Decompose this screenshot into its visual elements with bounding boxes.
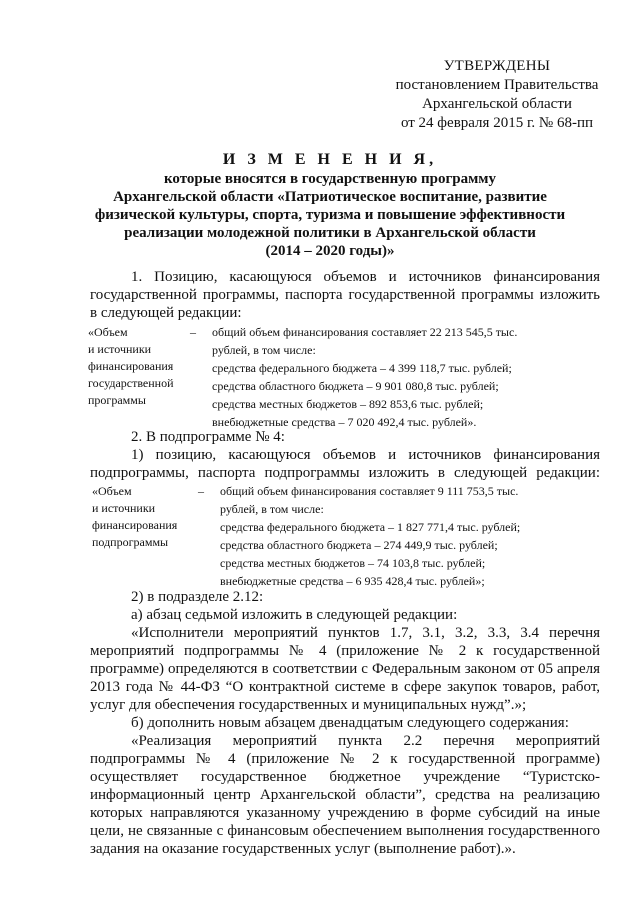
value-line: рублей, в том числе: (220, 502, 324, 516)
value-line: общий объем финансирования составляет 22 213 545,5 тыс. (212, 325, 518, 339)
paragraph-line: подпрограммы, паспорта подпрограммы изложить в следующей редакции: (90, 465, 600, 481)
quote-line: «Исполнители мероприятий пунктов 1.7, 3.1, 3.2, 3.3, 3.4 перечня (131, 625, 600, 641)
value-line: средства областного бюджета – 274 449,9 тыс. рублей; (220, 538, 498, 552)
value-line: внебюджетные средства – 6 935 428,4 тыс. рублей»; (220, 574, 485, 588)
section-1-paragraph (90, 268, 600, 322)
title-line: физической культуры, спорта, туризма и повышение эффективности (94, 207, 566, 223)
financing-table-subprogram (92, 483, 612, 593)
approval-line: Архангельской области (422, 96, 572, 112)
value-line: общий объем финансирования составляет 9 111 753,5 тыс. (220, 484, 519, 498)
table-dash: – (198, 484, 204, 498)
title-main: И З М Е Н Е Н И Я, (222, 151, 438, 168)
quote-line: подпрограммы № 4 (приложение № 2 к государственной программе) (90, 751, 600, 767)
paragraph-line: 2. В подпрограмме № 4: (131, 429, 285, 445)
section-2-paragraph (90, 428, 600, 482)
label-line: «Объем (88, 325, 128, 339)
label-line: и источники (88, 342, 152, 356)
financing-table-program (88, 324, 608, 434)
financing-label (88, 324, 174, 409)
quote-line: «Реализация мероприятий пункта 2.2 перечня мероприятий (131, 733, 600, 749)
approval-line: от 24 февраля 2015 г. № 68-пп (400, 115, 594, 131)
quote-line: цели, не связанные с финансовым обеспечением выполнения государственного (90, 823, 600, 839)
label-line: «Объем (92, 484, 132, 498)
value-line: средства федерального бюджета – 1 827 771,4 тыс. рублей; (220, 520, 521, 534)
label-line: государственной (88, 376, 174, 390)
quote-line: которых направляются указанному учреждению в форме субсидий на иные (90, 805, 600, 821)
section-3-paragraph (90, 588, 600, 858)
financing-values (212, 324, 517, 432)
approval-line: постановлением Правительства (395, 77, 599, 93)
paragraph-line: б) дополнить новым абзацем двенадцатым следующего содержания: (131, 715, 569, 731)
quote-line: информационный центр Архангельской области”, средства на реализацию (90, 787, 600, 803)
paragraph-line: государственной программы, паспорта государственной программы изложить (90, 287, 600, 303)
quote-line: 2013 года № 44-ФЗ “О контрактной системе в сфере закупок товаров, работ, (90, 679, 600, 695)
value-line: рублей, в том числе: (212, 343, 316, 357)
value-line: внебюджетные средства – 7 020 492,4 тыс. рублей». (212, 415, 477, 429)
value-line: средства местных бюджетов – 892 853,6 тыс. рублей; (212, 397, 484, 411)
value-line: средства федерального бюджета – 4 399 118,7 тыс. рублей; (212, 361, 512, 375)
label-line: подпрограммы (92, 535, 169, 549)
label-line: и источники (92, 501, 156, 515)
title-line: Архангельской области «Патриотическое воспитание, развитие (113, 189, 547, 205)
paragraph-line: а) абзац седьмой изложить в следующей редакции: (131, 607, 458, 623)
quote-line: осуществляет государственное бюджетное учреждение “Туристско- (90, 769, 600, 785)
value-line: средства областного бюджета – 9 901 080,8 тыс. рублей; (212, 379, 499, 393)
title-line: реализации молодежной политики в Архангельской области (124, 225, 536, 241)
paragraph-line: 2) в подразделе 2.12: (131, 589, 264, 605)
label-line: программы (88, 393, 146, 407)
quote-line: мероприятий подпрограммы № 4 (приложение № 2 к государственной (90, 643, 600, 659)
label-line: финансирования (88, 359, 174, 373)
document-title (70, 151, 590, 260)
paragraph-line: 1) позицию, касающуюся объемов и источников финансирования (131, 447, 600, 463)
quote-line: задания на оказание государственных услуг (выполнение работ).». (90, 841, 516, 857)
value-line: средства местных бюджетов – 74 103,8 тыс. рублей; (220, 556, 486, 570)
quote-line: услуг для обеспечения государственных и муниципальных нужд”.»; (90, 697, 527, 713)
label-line: финансирования (92, 518, 178, 532)
financing-values (220, 483, 520, 591)
title-line: которые вносятся в государственную программу (163, 171, 497, 187)
approval-stamp (372, 57, 622, 133)
paragraph-line: 1. Позицию, касающуюся объемов и источников финансирования (131, 269, 600, 285)
financing-label (92, 483, 177, 551)
table-dash: – (190, 325, 196, 339)
title-line: (2014 – 2020 годы)» (265, 243, 395, 259)
quote-line: программе) определяются в соответствии с Федеральным законом от 05 апреля (90, 661, 600, 677)
paragraph-line: в следующей редакции: (90, 305, 242, 321)
approval-heading: УТВЕРЖДЕНЫ (443, 58, 551, 74)
